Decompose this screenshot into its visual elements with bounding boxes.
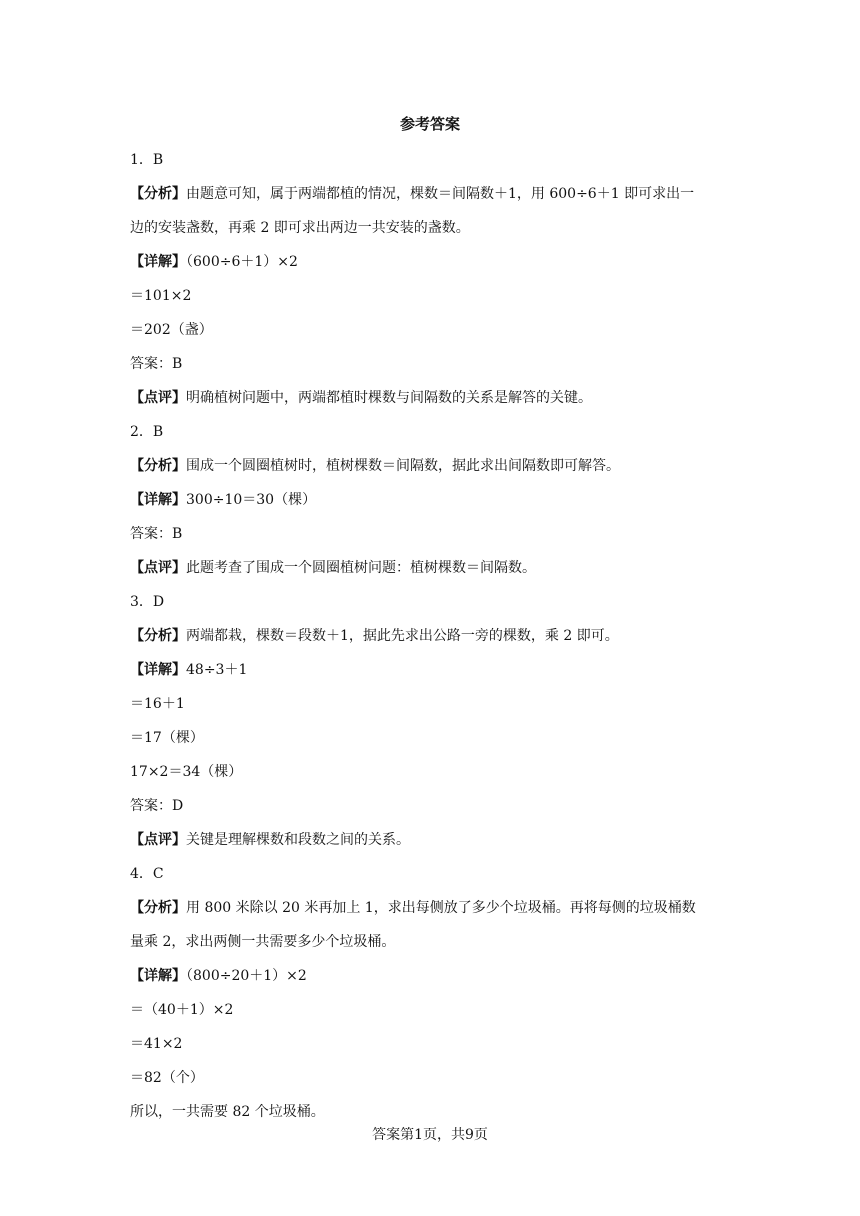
answer-line [130,415,730,449]
line-text: ＝202（盏） [130,322,213,338]
line-text: 边的安装盏数，再乘 2 即可求出两边一共安装的盏数。 [130,220,470,236]
line-text: 4．C [130,866,164,882]
line-tag: 【分析】 [130,186,186,202]
line-tag: 【分析】 [130,628,186,644]
answer-line [130,483,730,517]
answer-line [130,721,730,755]
line-tag: 【分析】 [130,900,186,916]
answer-line [130,381,730,415]
line-text: 明确植树问题中，两端都植时棵数与间隔数的关系是解答的关键。 [186,390,592,406]
line-text: ＝（40＋1）×2 [130,1002,234,1018]
line-text: 由题意可知，属于两端都植的情况，棵数＝间隔数＋1，用 600÷6＋1 即可求出一 [186,186,695,202]
line-text: 关键是理解棵数和段数之间的关系。 [186,832,410,848]
answer-line [130,585,730,619]
line-text: 所以，一共需要 82 个垃圾桶。 [130,1104,325,1120]
answer-line [130,891,730,925]
answer-line [130,551,730,585]
answer-line [130,143,730,177]
answer-content [130,143,730,1129]
line-tag: 【详解】 [130,492,186,508]
line-text: （800÷20＋1）×2 [186,968,307,984]
answer-line [130,857,730,891]
line-tag: 【详解】 [130,968,186,984]
answer-line [130,619,730,653]
line-text: 答案：D [130,798,184,814]
answer-line [130,1061,730,1095]
answer-line [130,517,730,551]
answer-line [130,755,730,789]
answer-line [130,211,730,245]
answer-line [130,993,730,1027]
line-text: ＝101×2 [130,288,192,304]
line-text: 用 800 米除以 20 米再加上 1，求出每侧放了多少个垃圾桶。再将每侧的垃圾桶数 [186,900,696,916]
answer-line [130,313,730,347]
line-text: 1．B [130,152,164,168]
answer-line [130,959,730,993]
line-text: ＝16＋1 [130,696,185,712]
line-tag: 【点评】 [130,390,186,406]
line-text: 答案：B [130,356,183,372]
answer-line [130,789,730,823]
answer-line [130,1027,730,1061]
line-text: 48÷3＋1 [186,662,248,678]
line-tag: 【详解】 [130,662,186,678]
answer-line [130,347,730,381]
line-text: 17×2＝34（棵） [130,764,243,780]
line-tag: 【点评】 [130,832,186,848]
line-text: ＝82（个） [130,1070,204,1086]
line-text: （600÷6＋1）×2 [186,254,298,270]
answer-line [130,279,730,313]
page-footer: 答案第1页，共9页 [372,1127,488,1143]
answer-line [130,177,730,211]
line-text: 围成一个圆圈植树时，植树棵数＝间隔数，据此求出间隔数即可解答。 [186,458,620,474]
answer-line [130,449,730,483]
line-text: ＝17（棵） [130,730,204,746]
answer-line [130,653,730,687]
line-text: 300÷10＝30（棵） [186,492,317,508]
line-text: 2．B [130,424,164,440]
answer-line [130,245,730,279]
line-text: 答案：B [130,526,183,542]
line-text: 量乘 2，求出两侧一共需要多少个垃圾桶。 [130,934,396,950]
line-tag: 【详解】 [130,254,186,270]
answer-line [130,823,730,857]
page-title: 参考答案 [399,115,460,133]
line-tag: 【点评】 [130,560,186,576]
line-tag: 【分析】 [130,458,186,474]
line-text: 两端都栽，棵数＝段数＋1，据此先求出公路一旁的棵数，乘 2 即可。 [186,628,619,644]
answer-line [130,925,730,959]
line-text: 3．D [130,594,165,610]
line-text: ＝41×2 [130,1036,183,1052]
answer-line [130,687,730,721]
line-text: 此题考查了围成一个圆圈植树问题：植树棵数＝间隔数。 [186,560,536,576]
